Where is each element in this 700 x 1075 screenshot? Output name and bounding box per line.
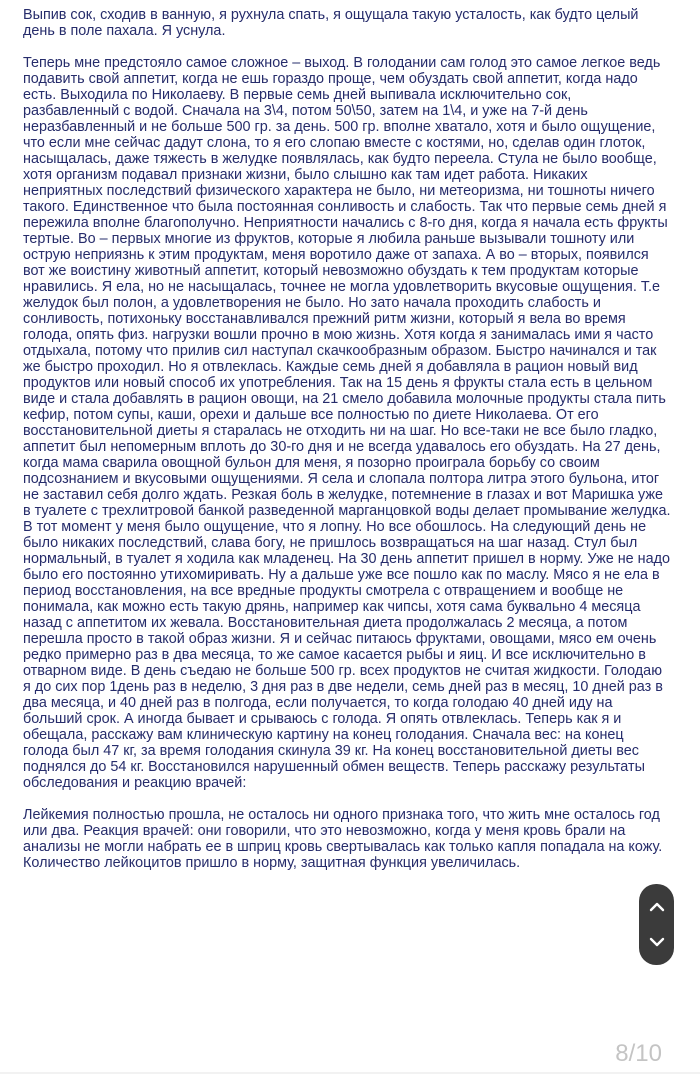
paragraph-1: Выпив сок, сходив в ванную, я рухнула спать, я ощущала такую усталость, как будто целый день в поле пахала. Я уснула. (23, 7, 639, 39)
page-navigation (639, 884, 674, 965)
chevron-up-icon (649, 902, 665, 912)
document-text (23, 7, 671, 887)
scroll-down-button[interactable] (646, 933, 668, 951)
scroll-up-button[interactable] (646, 898, 668, 916)
paragraph-3: Лейкемия полностью прошла, не осталось ни одного признака того, что жить мне осталось год или два. Реакция врачей: они говорили, что это невозможно, когда у меня кровь брали на анализы не могли набрать ее в шприц кровь свертывалась как только капля попадала на кожу. Количество лейкоцитов пришло в норму, защитная функция увеличилась. (23, 807, 663, 871)
page-counter: 8/10 (615, 1040, 662, 1067)
paragraph-2: Теперь мне предстояло самое сложное – выход. В голодании сам голод это самое легкое ведь подавить свой аппетит, когда не ешь гораздо проще, чем обуздать свой аппетит, когда надо есть. Выходила по Николаеву. В первые семь дней выпивала исключительно сок, разбавленный с водой. Сначала на 3\4, потом 50\50, затем на 1\4, и уже на 7-й день неразбавленный и не больше 500 гр. за день. 500 гр. вполне хватало, хотя и было ощущение, что если мне сейчас дадут слона, то я его слопаю вместе с костями, но, сделав один глоток, насыщалась, даже тяжесть в желудке появлялась, как будто переела. Стула не было вообще, хотя организм подавал признаки жизни, было слышно как там идет работа. Никаких неприятных последствий физического характера не было, ни метеоризма, ни тошноты ничего такого. Единственное что была постоянная сонливость и слабость. Так что первые семь дней я пережила вполне благополучно. Неприятности начались с 8-го дня, когда я начала есть фрукты тертые. Во – первых многие из фруктов, которые я любила раньше вызывали тошноту или острую неприязнь к этим продуктам, меня воротило даже от запаха. А во – вторых, появился вот же воистину животный аппетит, который невозможно обуздать к тем продуктам которые нравились. Я ела, но не насыщалась, точнее не могла удовлетворить вкусовые ощущения. Т.е желудок был полон, а удовлетворения не было. Но зато начала проходить слабость и сонливость, потихоньку восстанавливался прежний ритм жизни, который я вела во время голода, опять физ. нагрузки вошли прочно в мою жизнь. Хотя когда я занималась ими я часто отдыхала, потому что прилив сил наступал скачкообразным образом. Быстро начинался и так же быстро проходил. Но я отвлеклась. Каждые семь дней я добавляла в рацион новый вид продуктов или новый способ их употребления. Так на 15 день я фрукты стала есть в цельном виде и стала добавлять в рацион овощи, на 21 смело добавила молочные продукты стала пить кефир, потом супы, каши, орехи и дальше все полностью по диете Николаева. От его восстановительной диеты я старалась не отходить ни на шаг. Но все-таки не все было гладко, аппетит был непомерным вплоть до 30-го дня и не всегда удавалось его обуздать. На 27 день, когда мама сварила овощной бульон для меня, я позорно проиграла борьбу со своим подсознанием и вкусовыми ощущениями. Я села и слопала полтора литра этого бульона, итог не заставил себя долго ждать. Резкая боль в желудке, потемнение в глазах и вот Маришка уже в туалете с трехлитровой банкой разведенной марганцовкой воды делает промывание желудка. В тот момент у меня было ощущение, что я лопну. Но все обошлось. На следующий день не было никаких последствий, слава богу, не пришлось возвращаться на шаг назад. Стул был нормальный, в туалет я ходила как младенец. На 30 день аппетит пришел в норму. Уже не надо было его постоянно утихомиривать. Ну а дальше уже все пошло как по маслу. Мясо я не ела в период восстановления, на все вредные продукты смотрела с отвращением и вообще не понимала, как можно есть такую дрянь, например как чипсы, хотя сама буквально 4 месяца назад с аппетитом их жевала. Восстановительная диета продолжалась 2 месяца, а потом перешла просто в такой образ жизни. Я и сейчас питаюсь фруктами, овощами, мясо ем очень редко примерно раз в два месяца, то же самое касается рыбы и яиц. И все исключительно в отварном виде. В день съедаю не больше 500 гр. всех продуктов не считая жидкости. Голодаю я до сих пор 1день раз в неделю, 3 дня раз в две недели, семь дней раз в месяц, 10 дней раз в два месяца, и 40 дней раз в полгода, если получается, то когда голодаю 40 дней иду на больший срок. А иногда бывает и срываюсь с голода. Я опять отвлеклась. Теперь как я и обещала, расскажу вам клиническую картину на конец голодания. Сначала вес: на конец голода был 47 кг, за время голодания скинула 39 кг. На конец восстановительной диеты вес поднялся до 54 кг. Восстановился нарушенный обмен веществ. Теперь расскажу результаты обследования и реакцию врачей: (23, 55, 671, 791)
chevron-down-icon (649, 937, 665, 947)
bottom-divider (0, 1072, 700, 1074)
